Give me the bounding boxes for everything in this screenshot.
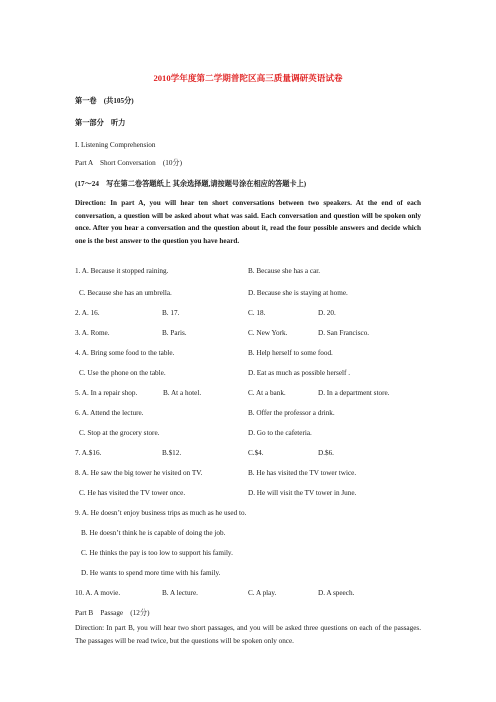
q6-option-c: C. Stop at the grocery store.	[79, 429, 160, 437]
q6-option-d: D. Go to the cafeteria.	[248, 429, 312, 437]
q10-option-a: 10. A. A movie.	[75, 589, 121, 597]
q1-option-b: B. Because she has a car.	[248, 267, 321, 275]
volume-heading: 第一卷 (共105分)	[75, 97, 134, 105]
q5-option-c: C. At a bank.	[248, 389, 286, 397]
q3-option-a: 3. A. Rome.	[75, 329, 110, 337]
q4-option-b: B. Help herself to some food.	[248, 349, 333, 357]
q1-option-a: 1. A. Because it stopped raining.	[75, 267, 169, 275]
q1-option-d: D. Because she is staying at home.	[248, 289, 348, 297]
q4-option-c: C. Use the phone on the table.	[79, 369, 166, 377]
q2-option-d: D. 20.	[318, 309, 336, 317]
q10-option-d: D. A speech.	[318, 589, 355, 597]
q6-option-b: B. Offer the professor a drink.	[248, 409, 335, 417]
q2-option-c: C. 18.	[248, 309, 266, 317]
direction-label: Direction:	[75, 199, 107, 207]
q2-option-b: B. 17.	[162, 309, 180, 317]
q4-option-d: D. Eat as much as possible herself .	[248, 369, 350, 377]
direction-text: In part A, you will hear ten short conversations between two speakers. At the end of each conversation, a question will be asked about what was said. Each conversation and question will be spoken only once. After you hear a conversation and the question about it, read the four possible answers and decide which one is the best answer to the question you have heard.	[75, 199, 421, 245]
q9-option-c: C. He thinks the pay is too low to support his family.	[81, 549, 233, 557]
q3-option-b: B. Paris.	[162, 329, 187, 337]
q1-option-c: C. Because she has an umbrella.	[79, 289, 172, 297]
part-b-heading: Part B Passage (12分)	[75, 609, 150, 617]
section-heading: I. Listening Comprehension	[75, 141, 156, 149]
q10-option-b: B. A lecture.	[162, 589, 198, 597]
part-a-heading: Part A Short Conversation (10分)	[75, 159, 183, 167]
q9-option-d: D. He wants to spend more time with his family.	[81, 569, 221, 577]
q5-option-d: D. In a department store.	[318, 389, 390, 397]
part-b-direction: Direction: In part B, you will hear two short passages, and you will be asked three questions on each of the passages. The passages will be read twice, but the questions will be spoken only once.	[75, 624, 421, 645]
q8-option-d: D. He will visit the TV tower in June.	[248, 489, 357, 497]
q9-option-b: B. He doesn’t think he is capable of doing the job.	[81, 529, 226, 537]
exam-title: 2010学年度第二学期普陀区高三质量调研英语试卷	[153, 73, 343, 83]
q9-option-a: 9. A. He doesn’t enjoy business trips as much as he used to.	[75, 509, 247, 517]
q8-option-a: 8. A. He saw the big tower he visited on TV.	[75, 469, 203, 477]
q5-option-a: 5. A. In a repair shop.	[75, 389, 138, 397]
q7-option-b: B.$12.	[162, 449, 182, 457]
q3-option-c: C. New York.	[248, 329, 288, 337]
q4-option-a: 4. A. Bring some food to the table.	[75, 349, 175, 357]
q5-option-b: B. At a hotel.	[163, 389, 202, 397]
q10-option-c: C. A play.	[248, 589, 277, 597]
q7-option-a: 7. A.$16.	[75, 449, 102, 457]
q8-option-c: C. He has visited the TV tower once.	[79, 489, 186, 497]
q7-option-c: C.$4.	[248, 449, 264, 457]
q3-option-d: D. San Francisco.	[318, 329, 370, 337]
direction-paragraph	[75, 197, 421, 247]
q2-option-a: 2. A. 16.	[75, 309, 100, 317]
part-heading: 第一部分 听力	[75, 119, 126, 127]
answer-note: (17～24 写在第二卷答题纸上 其余选择题,请按题号涂在相应的答题卡上)	[75, 180, 307, 188]
q8-option-b: B. He has visited the TV tower twice.	[248, 469, 357, 477]
q7-option-d: D.$6.	[318, 449, 334, 457]
q6-option-a: 6. A. Attend the lecture.	[75, 409, 144, 417]
